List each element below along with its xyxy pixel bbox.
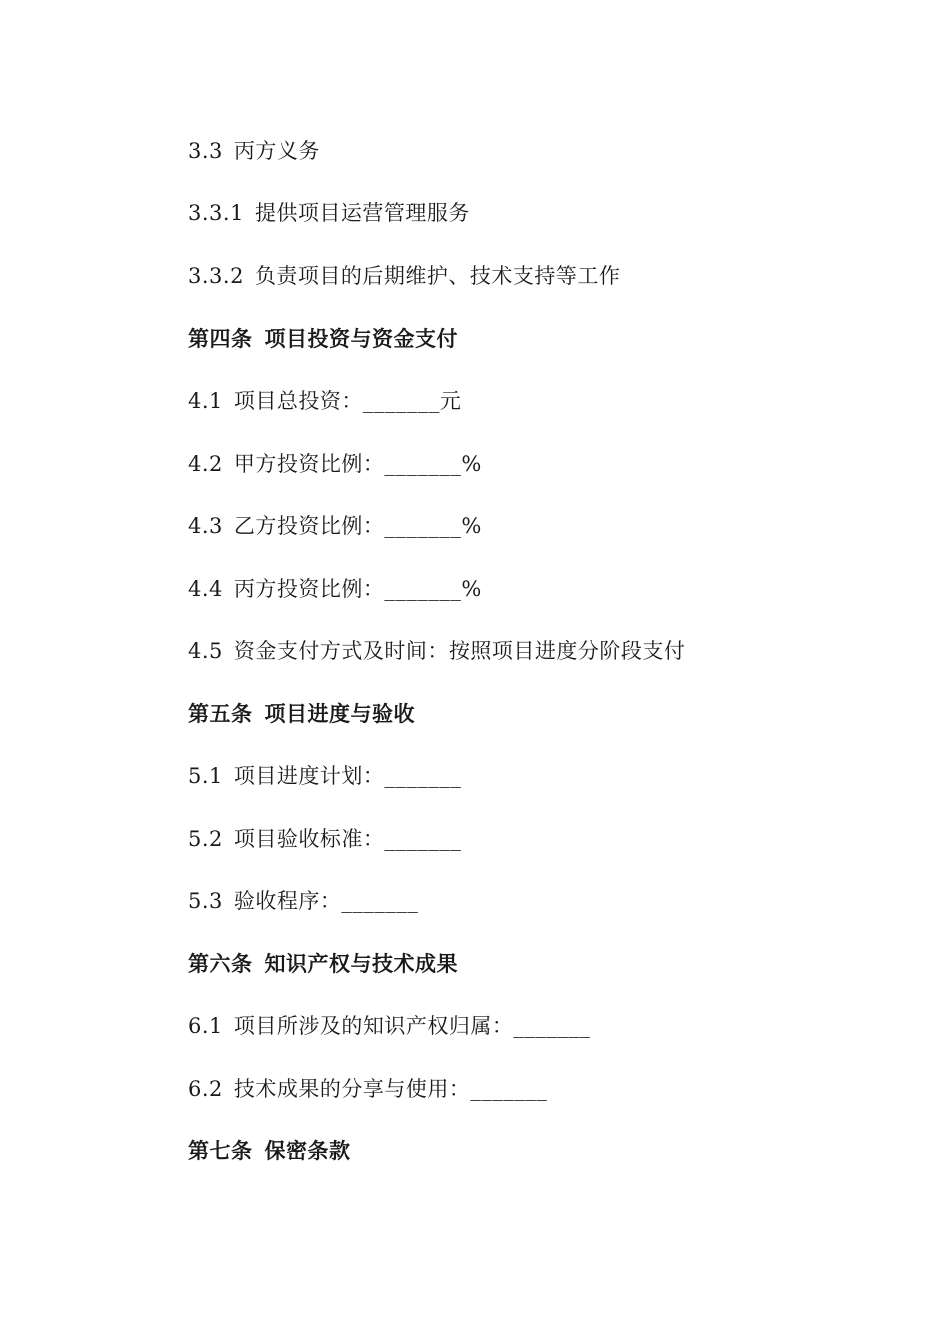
clause-6-1 [188,1012,590,1040]
clause-text: 负责项目的后期维护、技术支持等工作 [254,264,621,288]
clause-text: 项目验收标准：_______ [233,827,462,851]
clause-number: 6.2 [188,1077,223,1101]
article-title: 项目投资与资金支付 [264,327,458,351]
article-7-heading [188,1137,351,1165]
article-number: 第五条 [188,702,253,726]
clause-number: 4.1 [188,389,223,413]
clause-text: 甲方投资比例：_______% [233,452,482,476]
clause-number: 3.3.2 [188,264,244,288]
article-4-heading [188,325,458,353]
clause-number: 4.2 [188,452,223,476]
clause-text: 验收程序：_______ [233,889,419,913]
clause-number: 4.4 [188,577,223,601]
clause-5-1 [188,762,461,790]
clause-4-3 [188,512,482,540]
clause-number: 5.3 [188,889,223,913]
article-title: 项目进度与验收 [264,702,415,726]
article-6-heading [188,950,458,978]
article-5-heading [188,700,415,728]
article-number: 第四条 [188,327,253,351]
clause-number: 5.1 [188,764,223,788]
article-number: 第六条 [188,952,253,976]
clause-number: 3.3 [188,139,223,163]
clause-4-4 [188,575,482,603]
clause-text: 项目所涉及的知识产权归属：_______ [233,1014,591,1038]
clause-3-3-1 [188,199,470,227]
article-title: 知识产权与技术成果 [264,952,458,976]
clause-6-2 [188,1075,547,1103]
clause-4-1 [188,387,461,415]
clause-5-3 [188,887,418,915]
clause-text: 丙方义务 [233,139,320,163]
article-number: 第七条 [188,1139,253,1163]
clause-text: 资金支付方式及时间：按照项目进度分阶段支付 [233,639,686,663]
clause-5-2 [188,825,461,853]
clause-text: 技术成果的分享与使用：_______ [233,1077,548,1101]
clause-text: 丙方投资比例：_______% [233,577,482,601]
clause-number: 3.3.1 [188,201,244,225]
clause-text: 项目进度计划：_______ [233,764,462,788]
clause-4-5 [188,637,685,665]
clause-number: 6.1 [188,1014,223,1038]
clause-number: 4.5 [188,639,223,663]
clause-number: 4.3 [188,514,223,538]
clause-text: 乙方投资比例：_______% [233,514,482,538]
clause-number: 5.2 [188,827,223,851]
clause-3-3-2 [188,262,620,290]
clause-text: 项目总投资：_______元 [233,389,462,413]
clause-3-3 [188,137,320,165]
article-title: 保密条款 [264,1139,351,1163]
clause-4-2 [188,450,482,478]
clause-text: 提供项目运营管理服务 [254,201,470,225]
